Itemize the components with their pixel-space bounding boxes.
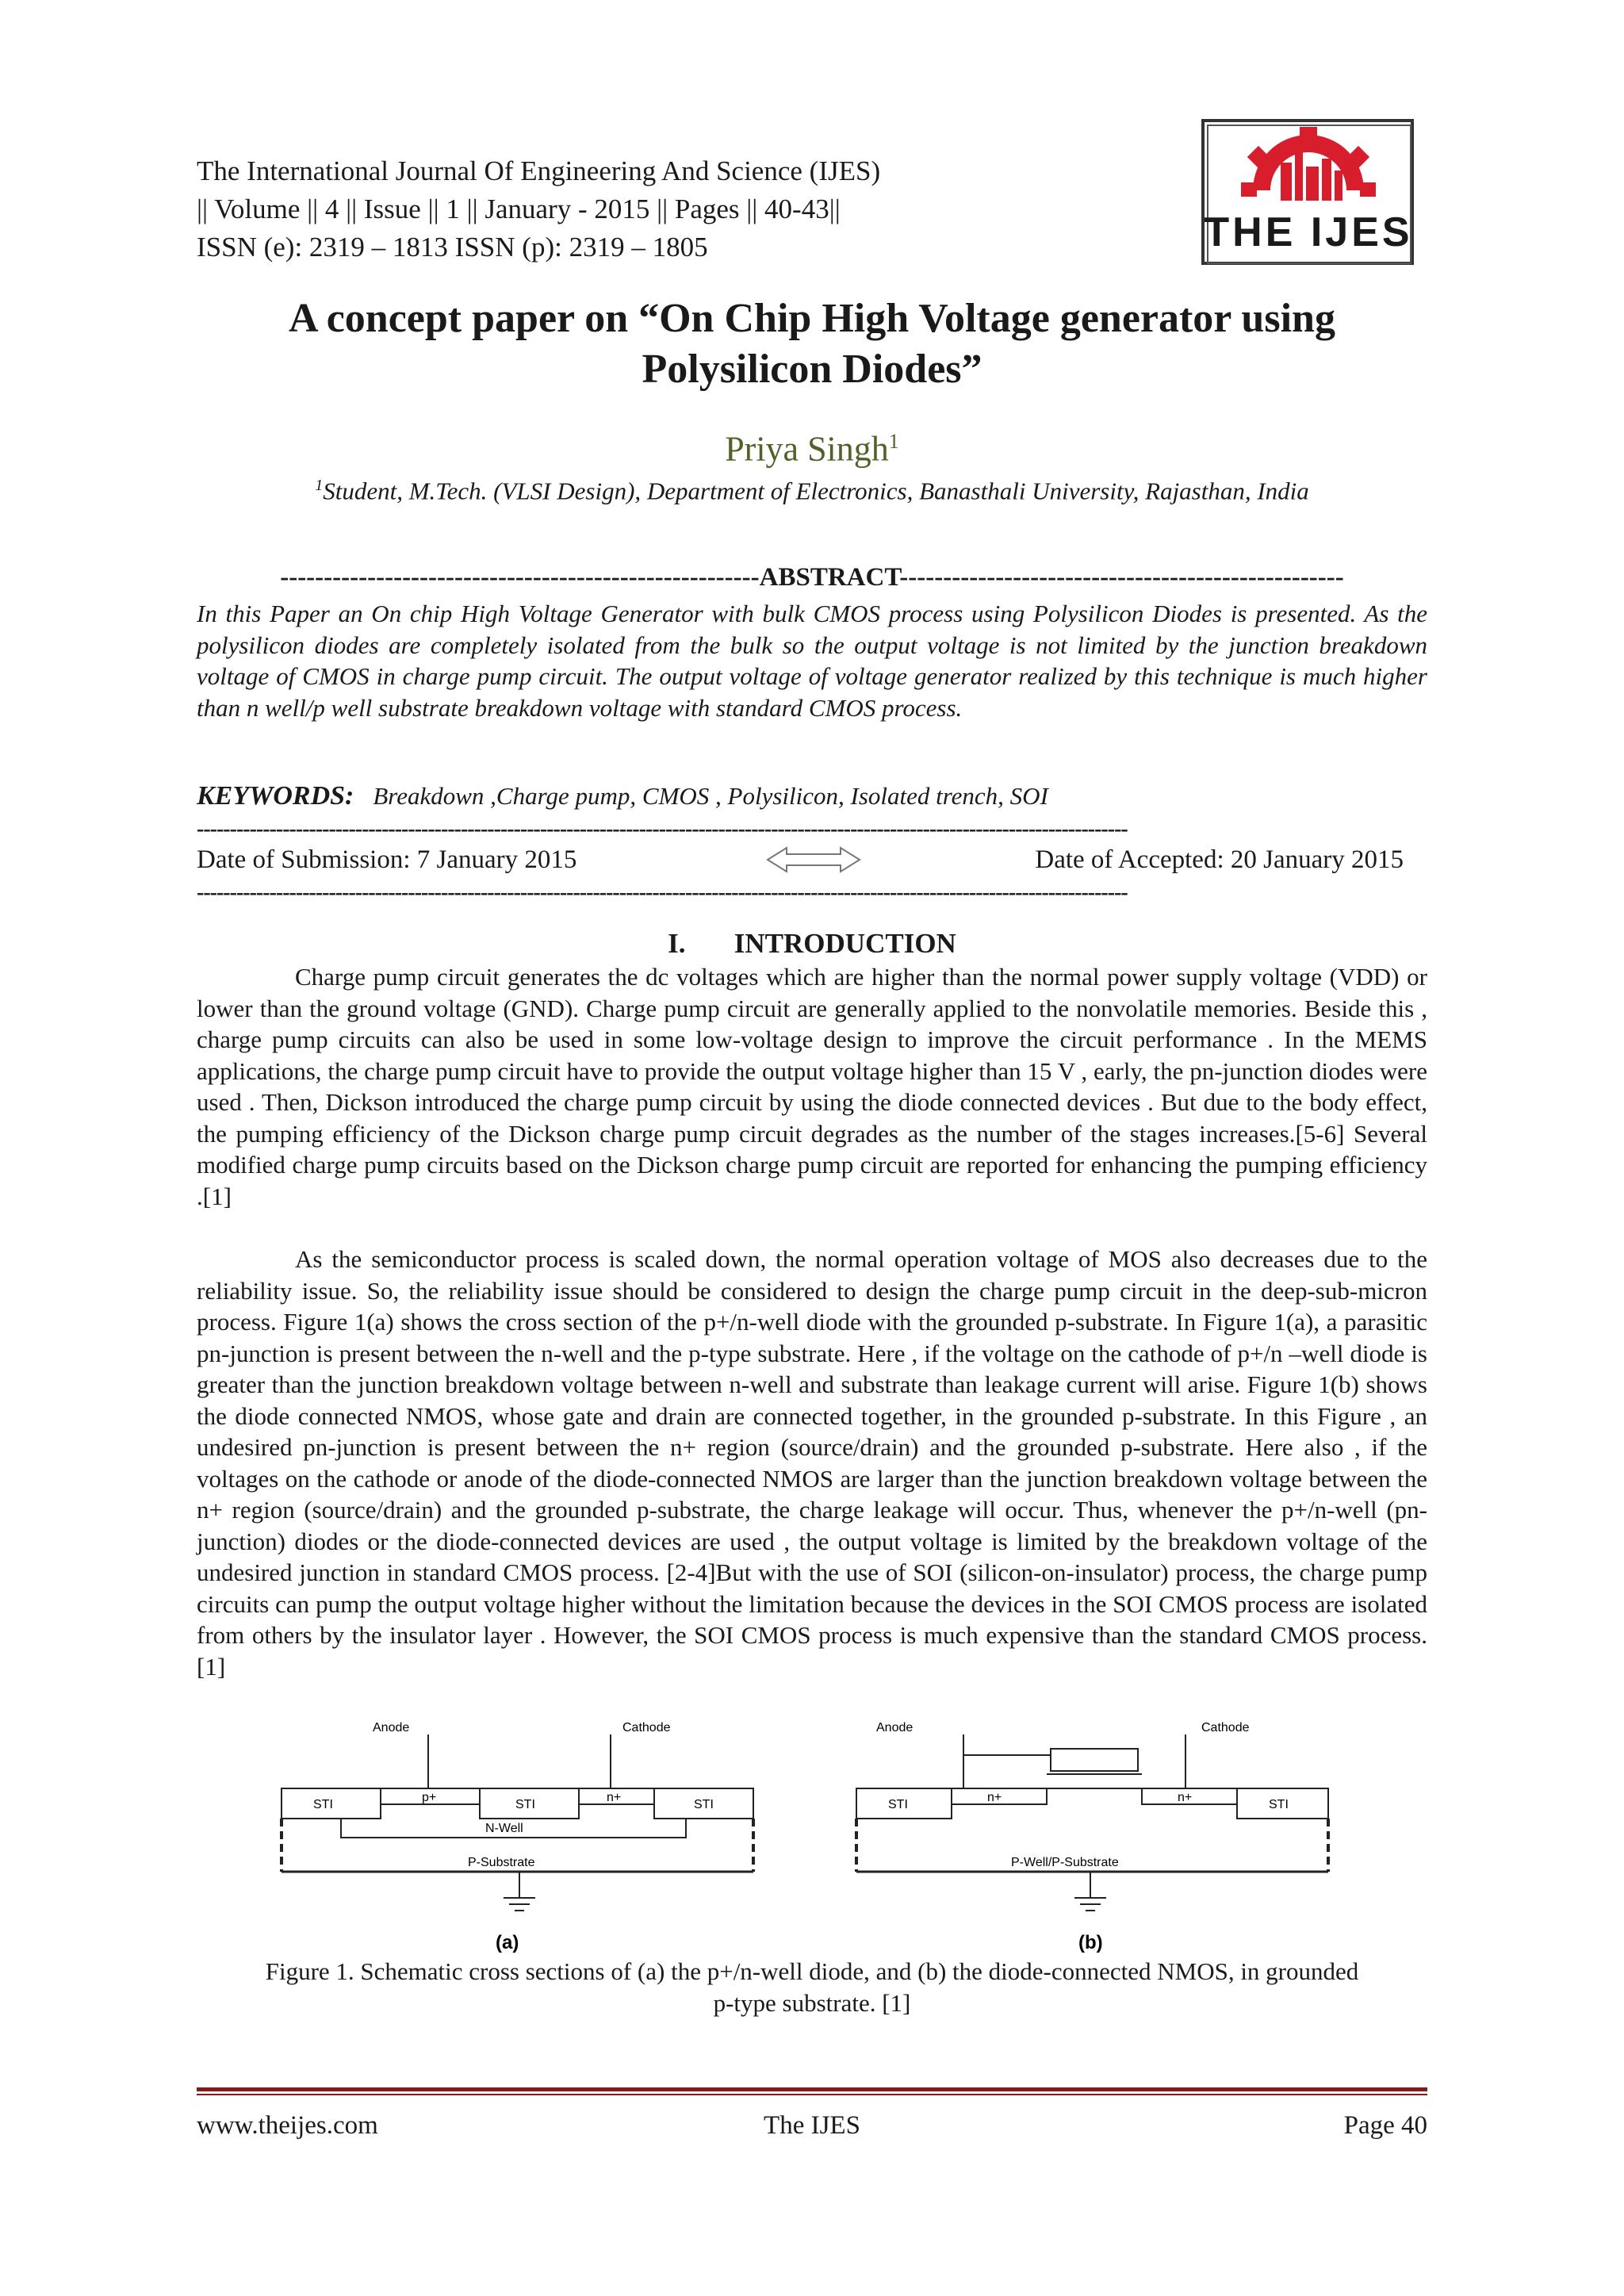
fig-a-sti-right: STI [694, 1798, 714, 1811]
caption-line-1: Figure 1. Schematic cross sections of (a) the p+/n-well diode, and (b) the diode-connected NMOS, in grounded [265, 1957, 1359, 1985]
affiliation [197, 470, 1427, 507]
fig-b-pwell: P-Well/P-Substrate [1011, 1856, 1119, 1869]
separator-top: --------------------------------------------------------------------------------------------------------------------------------------------- [197, 818, 1128, 841]
fig-a-p-plus: p+ [422, 1791, 437, 1804]
fig-a-n-plus: n+ [607, 1791, 622, 1804]
affiliation-sup: 1 [315, 477, 324, 494]
section-title: INTRODUCTION [733, 928, 956, 959]
journal-name: The International Journal Of Engineering And Science (IJES) [197, 155, 881, 186]
fig-b-n-plus-left: n+ [987, 1791, 1002, 1804]
fig-b-sti-right: STI [1269, 1798, 1289, 1811]
accepted-date: Date of Accepted: 20 January 2015 [1035, 845, 1404, 874]
fig-a-sti-left: STI [313, 1798, 333, 1811]
section-heading [197, 926, 1427, 961]
fig-b-anode: Anode [876, 1721, 914, 1734]
svg-text:THE IJES: THE IJES [1204, 209, 1413, 255]
section-number: I. [668, 928, 686, 959]
paper-title [197, 293, 1427, 395]
fig-a-sti-mid: STI [515, 1798, 535, 1811]
keywords [197, 780, 1427, 812]
fig-a-psub: P-Substrate [468, 1856, 535, 1869]
figure-1a [278, 1717, 761, 1955]
figure-caption [197, 1956, 1427, 2019]
paragraph-2 [197, 1244, 1427, 1682]
page-footer [197, 2110, 1427, 2141]
title-line-1: A concept paper on “On Chip High Voltage generator using [289, 296, 1335, 341]
paragraph-2-text: As the semiconductor process is scaled down, the normal operation voltage of MOS also decreases due to the reliability issue. So, the reliability issue should be considered to design the charge pump circuit in the deep-sub-micron process. Figure 1(a) shows the cross section of the p+/n-well diode with the grounded p-substrate. In Figure 1(a), a parasitic pn-junction is present between the n-well and the p-type substrate. Here , if the voltage on the cathode of p+/n –well diode is greater than the junction breakdown voltage between n-well and substrate than leakage current will arise. Figure 1(b) shows the diode connected NMOS, whose gate and drain are connected together, in the grounded p-substrate. In this Figure , an undesired pn-junction is present between the n+ region (source/drain) and the grounded p-substrate. Here also , if the voltages on the cathode or anode of the diode-connected NMOS are larger than the junction breakdown voltage between the n+ region (source/drain) and the grounded p-substrate, the charge leakage will occur. Thus, whenever the p+/n-well (pn-junction) diodes or the diode-connected devices are used , the output voltage is limited by the breakdown voltage of the undesired junction in standard CMOS process. [2-4]But with the use of SOI (silicon-on-insulator) process, the charge pump circuits can pump the output voltage higher without the limitation because the devices in the SOI CMOS process are isolated from others by the insulator layer . However, the SOI CMOS process is much expensive than the standard CMOS process.[1] [197, 1245, 1427, 1681]
keywords-text: Breakdown ,Charge pump, CMOS , Polysilicon, Isolated trench, SOI [373, 782, 1048, 810]
submission-date: Date of Submission: 7 January 2015 [197, 845, 577, 874]
double-arrow-icon [766, 845, 861, 874]
affiliation-text: Student, M.Tech. (VLSI Design), Department of Electronics, Banasthali University, Rajasthan, India [323, 477, 1309, 505]
abstract-heading: -------------------------------------------------------ABSTRACT--------------------------------------------------- [280, 563, 1344, 592]
volume-line: || Volume || 4 || Issue || 1 || January - 2015 || Pages || 40-43|| [197, 194, 841, 224]
footer-rule-thin [197, 2094, 1427, 2095]
author-sup: 1 [888, 430, 899, 453]
fig-b-label: (b) [1078, 1932, 1103, 1953]
abstract-text: In this Paper an On chip High Voltage Generator with bulk CMOS process using Polysilicon Diodes is presented. As the polysilicon diodes are completely isolated from the bulk so the output voltage is not limited by the junction breakdown voltage of CMOS in charge pump circuit. The output voltage of voltage generator realized by this technique is much higher than n well/p well substrate breakdown voltage with standard CMOS process. [197, 600, 1427, 722]
paragraph-1-text: Charge pump circuit generates the dc voltages which are higher than the normal power supply voltage (VDD) or lower than the ground voltage (GND). Charge pump circuit are generally applied to the nonvolatile memories. Beside this , charge pump circuits can also be used in some low-voltage design to improve the circuit performance . In the MEMS applications, the charge pump circuit have to provide the output voltage higher than 15 V , early, the pn-junction diodes were used . Then, Dickson introduced the charge pump circuit by using the diode connected devices . But due to the body effect, the pumping efficiency of the Dickson charge pump circuit degrades as the number of the stages increases.[5-6] Several modified charge pump circuits based on the Dickson charge pump circuit are reported for enhancing the pumping efficiency .[1] [197, 963, 1427, 1210]
keywords-label: KEYWORDS: [197, 781, 354, 811]
footer-journal: The IJES [764, 2111, 860, 2140]
dates-row [197, 842, 1427, 877]
footer-rule [197, 2087, 1427, 2091]
separator-bottom: --------------------------------------------------------------------------------------------------------------------------------------------- [197, 882, 1128, 904]
issn-line: ISSN (e): 2319 – 1813 ISSN (p): 2319 – 1805 [197, 232, 708, 263]
title-line-2: Polysilicon Diodes” [642, 347, 982, 392]
caption-line-2: p-type substrate. [1] [713, 1989, 911, 2017]
fig-a-label: (a) [496, 1932, 519, 1953]
fig-b-n-plus-right: n+ [1178, 1791, 1193, 1804]
fig-a-cathode: Cathode [622, 1721, 671, 1734]
paragraph-1 [197, 961, 1427, 1212]
page-number: Page 40 [1343, 2111, 1427, 2140]
author-name: Priya Singh [725, 429, 889, 469]
fig-a-nwell: N-Well [485, 1822, 523, 1835]
fig-b-cathode: Cathode [1201, 1721, 1250, 1734]
fig-a-anode: Anode [373, 1721, 410, 1734]
journal-header [197, 152, 880, 266]
author [197, 420, 1427, 471]
figure-1b [852, 1717, 1336, 1955]
footer-url[interactable]: www.theijes.com [197, 2111, 378, 2140]
fig-b-sti-left: STI [888, 1798, 908, 1811]
ijes-logo [1201, 119, 1415, 266]
